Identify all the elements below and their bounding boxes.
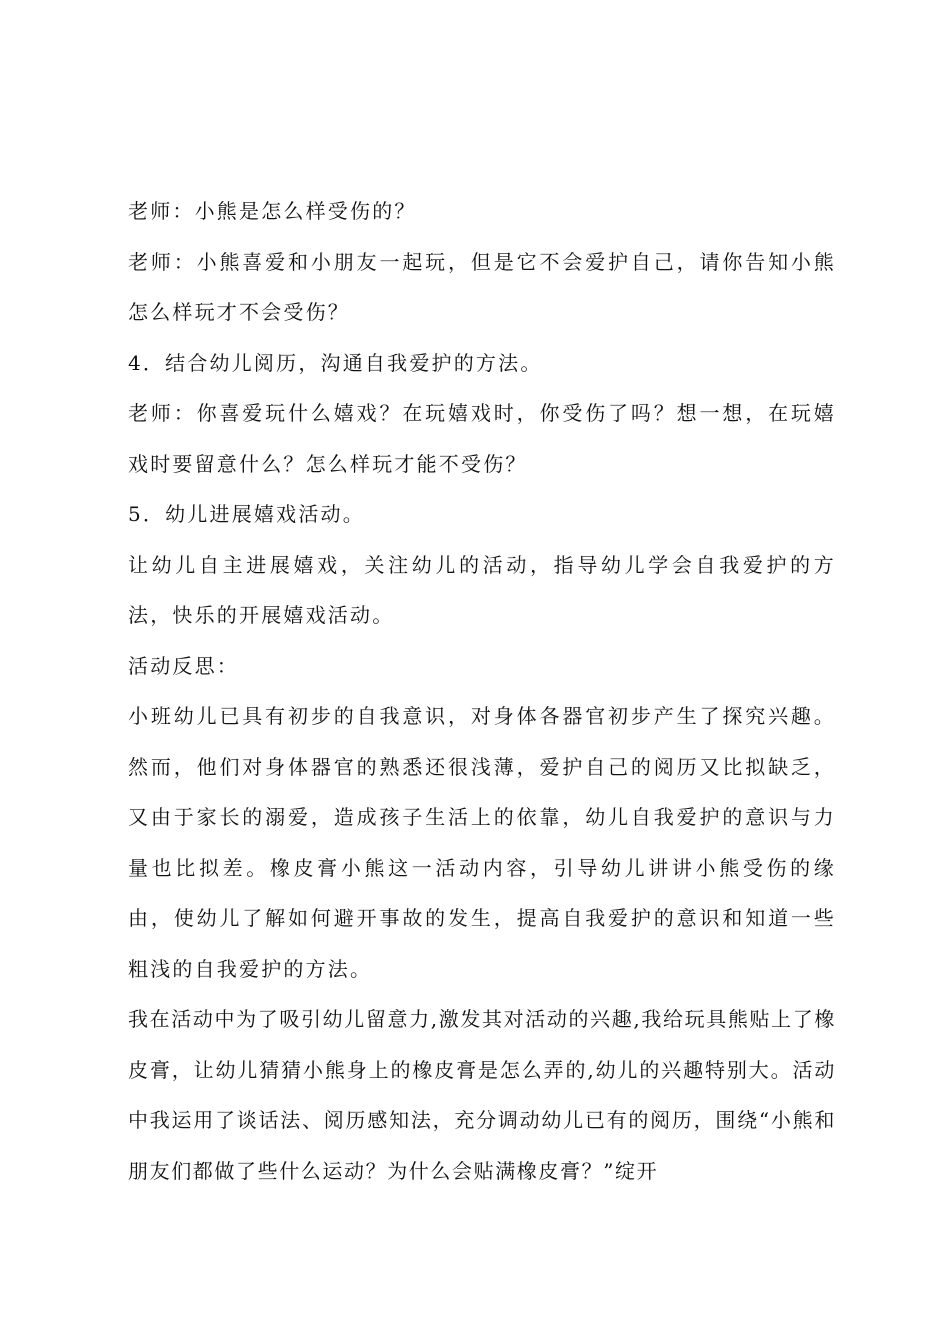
paragraph-reflection-heading: 活动反思： [128, 653, 239, 678]
paragraph-teacher-question-play-safely: 老师：小熊喜爱和小朋友一起玩，但是它不会爱护自己，请你告知小熊怎么样玩才不会受伤？ [128, 249, 836, 324]
paragraph-activity-method: 我在活动中为了吸引幼儿留意力,激发其对活动的兴趣,我给玩具熊贴上了橡皮膏，让幼儿猜猜小熊身上的橡皮膏是怎么弄的,幼儿的兴趣特别大。活动中我运用了谈话法、阅历感知法，充分调动幼儿已有的阅历，围绕“小熊和朋友们都做了些什么运动？为什么会贴满橡皮膏？”绽开 [128, 1007, 836, 1183]
paragraph-free-play: 让幼儿自主进展嬉戏，关注幼儿的活动，指导幼儿学会自我爱护的方法，快乐的开展嬉戏活动。 [128, 552, 836, 627]
paragraph-teacher-question-games: 老师：你喜爱玩什么嬉戏？在玩嬉戏时，你受伤了吗？想一想，在玩嬉戏时要留意什么？怎么样玩才能不受伤？ [128, 401, 836, 476]
paragraph-reflection-body: 小班幼儿已具有初步的自我意识，对身体各器官初步产生了探究兴趣。然而，他们对身体器官的熟悉还很浅薄，爱护自己的阅历又比拟缺乏，又由于家长的溺爱，造成孩子生活上的依靠，幼儿自我爱护的意识与力量也比拟差。橡皮膏小熊这一活动内容，引导幼儿讲讲小熊受伤的缘由，使幼儿了解如何避开事故的发生，提高自我爱护的意识和知道一些粗浅的自我爱护的方法。 [128, 704, 836, 981]
paragraph-step-4-heading: 4．结合幼儿阅历，沟通自我爱护的方法。 [128, 350, 543, 375]
paragraph-teacher-question-injury: 老师：小熊是怎么样受伤的？ [128, 199, 417, 223]
paragraph-step-5-heading: 5．幼儿进展嬉戏活动。 [128, 502, 365, 526]
document-body [128, 186, 836, 1196]
